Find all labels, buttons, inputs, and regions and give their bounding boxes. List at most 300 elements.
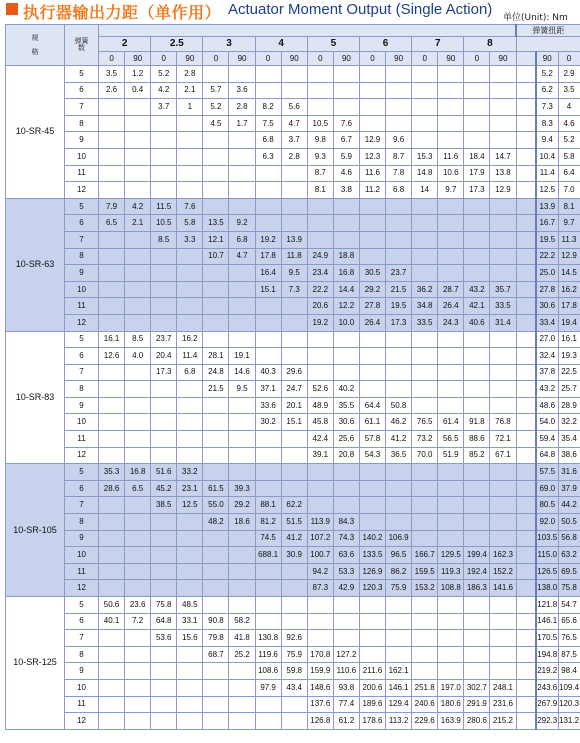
torque-cell [177, 563, 203, 580]
torque-cell [203, 314, 229, 331]
torque-cell [177, 663, 203, 680]
torque-cell: 215.2 [490, 713, 516, 730]
torque-cell [412, 99, 438, 116]
torque-cell: 12.6 [99, 348, 125, 365]
header-row-top [6, 25, 580, 37]
springs-cell: 7 [65, 630, 99, 647]
torque-cell: 3.7 [151, 99, 177, 116]
spring-torque-end-cell: 4.6 [558, 115, 580, 132]
torque-cell [438, 530, 464, 547]
torque-cell: 76.8 [490, 414, 516, 431]
torque-cell: 15.3 [412, 148, 438, 165]
torque-cell: 13.5 [203, 215, 229, 232]
torque-cell: 119.6 [255, 646, 281, 663]
pressure-header: 3 [203, 37, 255, 52]
torque-cell [229, 414, 255, 431]
spring-blank-cell [516, 464, 536, 481]
torque-cell: 28.7 [438, 281, 464, 298]
table-row [6, 464, 580, 481]
torque-cell [490, 646, 516, 663]
torque-cell [151, 265, 177, 282]
torque-cell [386, 348, 412, 365]
springs-cell: 8 [65, 514, 99, 531]
torque-cell [412, 231, 438, 248]
torque-cell: 61.1 [359, 414, 385, 431]
torque-cell: 189.6 [359, 696, 385, 713]
spring-torque-end-cell: 2.9 [558, 66, 580, 83]
torque-cell: 7.6 [333, 115, 359, 132]
torque-cell [359, 348, 385, 365]
torque-cell [464, 198, 490, 215]
spring-torque-start-cell: 194.8 [536, 646, 558, 663]
table-row [6, 248, 580, 265]
spring-blank-cell [516, 630, 536, 647]
torque-cell: 53.3 [333, 563, 359, 580]
torque-cell: 81.2 [255, 514, 281, 531]
torque-cell [203, 148, 229, 165]
spring-torque-end-cell: 19.3 [558, 348, 580, 365]
spring-torque-end-cell: 5.8 [558, 148, 580, 165]
torque-cell: 4.2 [151, 82, 177, 99]
spring-blank-cell [516, 613, 536, 630]
torque-cell [359, 364, 385, 381]
springs-cell: 6 [65, 215, 99, 232]
torque-cell: 64.8 [151, 613, 177, 630]
torque-cell: 25.2 [229, 646, 255, 663]
torque-cell [412, 331, 438, 348]
torque-cell: 3.5 [99, 66, 125, 83]
torque-cell [464, 497, 490, 514]
torque-cell [203, 530, 229, 547]
spring-blank-cell [516, 679, 536, 696]
spring-torque-start-cell: 33.4 [536, 314, 558, 331]
torque-cell [333, 348, 359, 365]
torque-cell [412, 115, 438, 132]
torque-cell: 88.1 [255, 497, 281, 514]
torque-cell [386, 630, 412, 647]
torque-cell [255, 198, 281, 215]
torque-cell [203, 547, 229, 564]
torque-cell [229, 679, 255, 696]
title-bullet-icon [6, 3, 18, 15]
springs-cell: 9 [65, 663, 99, 680]
torque-cell: 231.6 [490, 696, 516, 713]
torque-cell: 9.5 [281, 265, 307, 282]
torque-cell [125, 231, 151, 248]
torque-cell [412, 530, 438, 547]
torque-cell: 30.6 [333, 414, 359, 431]
spring-blank-cell [516, 115, 536, 132]
torque-cell [438, 66, 464, 83]
torque-cell [229, 132, 255, 149]
springs-cell: 8 [65, 248, 99, 265]
springs-cell: 6 [65, 480, 99, 497]
torque-cell [177, 414, 203, 431]
torque-cell: 13.8 [490, 165, 516, 182]
moment-output-table [5, 24, 580, 730]
torque-cell [438, 497, 464, 514]
torque-cell: 2.8 [177, 66, 203, 83]
table-row [6, 364, 580, 381]
torque-cell [438, 364, 464, 381]
spring-torque-end-cell: 22.5 [558, 364, 580, 381]
table-row [6, 646, 580, 663]
torque-cell: 24.7 [281, 381, 307, 398]
torque-cell [281, 580, 307, 597]
torque-cell [412, 381, 438, 398]
torque-cell: 35.7 [490, 281, 516, 298]
torque-cell: 127.2 [333, 646, 359, 663]
torque-cell: 130.8 [255, 630, 281, 647]
torque-cell [99, 165, 125, 182]
torque-cell: 28.1 [203, 348, 229, 365]
torque-cell: 26.4 [359, 314, 385, 331]
spring-blank-cell [516, 314, 536, 331]
torque-cell [359, 231, 385, 248]
torque-cell: 9.7 [438, 182, 464, 199]
springs-cell: 10 [65, 281, 99, 298]
torque-cell [438, 99, 464, 116]
spring-blank-cell [516, 331, 536, 348]
spring-torque-start-cell: 19.5 [536, 231, 558, 248]
torque-cell [255, 215, 281, 232]
torque-cell [333, 215, 359, 232]
torque-cell: 9.2 [229, 215, 255, 232]
torque-cell [99, 364, 125, 381]
torque-cell: 48.9 [307, 397, 333, 414]
torque-cell [359, 514, 385, 531]
torque-cell [255, 713, 281, 730]
torque-cell: 54.3 [359, 447, 385, 464]
torque-cell: 19.2 [307, 314, 333, 331]
torque-cell [229, 298, 255, 315]
torque-cell [307, 231, 333, 248]
torque-cell [125, 397, 151, 414]
torque-cell [307, 497, 333, 514]
torque-cell [281, 713, 307, 730]
torque-cell [464, 331, 490, 348]
spring-torque-start-cell: 22.2 [536, 248, 558, 265]
torque-cell: 26.4 [438, 298, 464, 315]
torque-cell: 7.8 [386, 165, 412, 182]
torque-cell: 229.6 [412, 713, 438, 730]
torque-cell [177, 646, 203, 663]
torque-cell: 87.3 [307, 580, 333, 597]
torque-cell [255, 298, 281, 315]
torque-cell [125, 497, 151, 514]
spring-torque-end-cell: 32.2 [558, 414, 580, 431]
torque-cell [229, 198, 255, 215]
torque-cell [99, 148, 125, 165]
torque-cell [203, 198, 229, 215]
torque-cell: 55.0 [203, 497, 229, 514]
torque-cell: 11.8 [281, 248, 307, 265]
springs-cell: 5 [65, 198, 99, 215]
torque-cell [386, 480, 412, 497]
torque-cell [151, 563, 177, 580]
torque-cell: 43.4 [281, 679, 307, 696]
torque-cell: 75.9 [386, 580, 412, 597]
torque-cell: 10.7 [203, 248, 229, 265]
torque-cell: 35.5 [333, 397, 359, 414]
spring-blank-cell [516, 547, 536, 564]
torque-cell: 7.5 [255, 115, 281, 132]
torque-cell [151, 431, 177, 448]
spring-torque-end-cell: 17.8 [558, 298, 580, 315]
spring-torque-end-cell: 8.1 [558, 198, 580, 215]
torque-cell [412, 82, 438, 99]
torque-cell [490, 514, 516, 531]
torque-cell: 15.1 [281, 414, 307, 431]
torque-cell [464, 397, 490, 414]
spring-torque-start-cell: 103.5 [536, 530, 558, 547]
torque-cell [125, 679, 151, 696]
torque-cell [151, 165, 177, 182]
springs-cell: 11 [65, 298, 99, 315]
torque-cell [125, 580, 151, 597]
torque-cell [333, 99, 359, 116]
model-cell: 10-SR-125 [6, 597, 65, 730]
torque-cell [464, 115, 490, 132]
torque-cell: 70.0 [412, 447, 438, 464]
torque-cell: 39.3 [229, 480, 255, 497]
springs-cell: 7 [65, 364, 99, 381]
torque-cell: 23.4 [307, 265, 333, 282]
torque-cell: 4.7 [229, 248, 255, 265]
torque-cell: 43.2 [464, 281, 490, 298]
spring-blank-cell [516, 99, 536, 116]
torque-cell: 50.6 [99, 597, 125, 614]
spring-blank-cell [516, 66, 536, 83]
spring-torque-end-cell: 11.3 [558, 231, 580, 248]
torque-cell: 4.0 [125, 348, 151, 365]
spring-torque-end-cell: 5.2 [558, 132, 580, 149]
torque-cell [99, 713, 125, 730]
torque-cell [255, 447, 281, 464]
torque-cell [333, 630, 359, 647]
torque-cell: 20.4 [151, 348, 177, 365]
torque-cell [99, 132, 125, 149]
angle-end-header: 90 [281, 52, 307, 66]
torque-cell: 58.2 [229, 613, 255, 630]
torque-cell [177, 281, 203, 298]
springs-cell: 11 [65, 431, 99, 448]
torque-cell [412, 66, 438, 83]
table-row [6, 663, 580, 680]
table-row [6, 298, 580, 315]
torque-cell [438, 646, 464, 663]
torque-cell [464, 646, 490, 663]
spring-torque-end-cell: 54.7 [558, 597, 580, 614]
torque-cell [255, 82, 281, 99]
torque-cell [386, 364, 412, 381]
torque-cell: 90.8 [203, 613, 229, 630]
spring-torque-start-cell: 27.8 [536, 281, 558, 298]
torque-cell: 36.5 [386, 447, 412, 464]
torque-cell: 20.8 [333, 447, 359, 464]
torque-cell: 19.1 [229, 348, 255, 365]
torque-cell: 35.3 [99, 464, 125, 481]
spring-torque-start-cell: 170.5 [536, 630, 558, 647]
torque-cell [177, 265, 203, 282]
table-row [6, 547, 580, 564]
torque-cell: 126.9 [359, 563, 385, 580]
spring-torque-end-cell: 25.7 [558, 381, 580, 398]
spring-torque-end-cell: 98.4 [558, 663, 580, 680]
torque-cell [203, 713, 229, 730]
torque-cell [490, 663, 516, 680]
table-row [6, 281, 580, 298]
torque-cell: 8.2 [255, 99, 281, 116]
torque-cell [464, 514, 490, 531]
spring-blank-cell [516, 563, 536, 580]
torque-cell [99, 381, 125, 398]
torque-cell: 6.3 [255, 148, 281, 165]
torque-cell: 16.1 [99, 331, 125, 348]
torque-cell [203, 66, 229, 83]
angle-end-header: 90 [125, 52, 151, 66]
torque-cell [490, 82, 516, 99]
spring-blank-cell [516, 198, 536, 215]
torque-cell: 74.5 [255, 530, 281, 547]
torque-cell [151, 696, 177, 713]
torque-cell: 3.6 [229, 82, 255, 99]
springs-cell: 8 [65, 646, 99, 663]
torque-cell: 45.2 [151, 480, 177, 497]
torque-cell [99, 248, 125, 265]
torque-cell [490, 115, 516, 132]
torque-cell [359, 381, 385, 398]
table-row [6, 381, 580, 398]
spring-blank-cell [516, 132, 536, 149]
torque-cell [386, 331, 412, 348]
spring-torque-start-cell: 13.9 [536, 198, 558, 215]
torque-cell [386, 231, 412, 248]
torque-cell: 52.6 [307, 381, 333, 398]
torque-cell [490, 215, 516, 232]
torque-cell [307, 82, 333, 99]
torque-cell [177, 713, 203, 730]
torque-cell [412, 265, 438, 282]
spring-torque-start-cell: 37.8 [536, 364, 558, 381]
torque-cell [464, 381, 490, 398]
torque-cell [203, 331, 229, 348]
torque-cell [412, 646, 438, 663]
torque-cell [99, 663, 125, 680]
table-row [6, 99, 580, 116]
torque-cell [412, 132, 438, 149]
torque-cell [229, 696, 255, 713]
spring-torque-start-cell: 9.4 [536, 132, 558, 149]
springs-cell: 10 [65, 148, 99, 165]
torque-cell [255, 613, 281, 630]
torque-cell: 97.9 [255, 679, 281, 696]
torque-cell [281, 464, 307, 481]
spring-blank-cell [516, 298, 536, 315]
spring-torque-start-cell: 30.6 [536, 298, 558, 315]
spring-torque-end-cell: 16.1 [558, 331, 580, 348]
torque-cell [99, 679, 125, 696]
torque-cell: 64.4 [359, 397, 385, 414]
torque-cell [438, 514, 464, 531]
torque-cell [359, 215, 385, 232]
springs-cell: 12 [65, 580, 99, 597]
torque-cell [333, 231, 359, 248]
torque-cell: 19.5 [386, 298, 412, 315]
torque-cell: 72.1 [490, 431, 516, 448]
torque-cell [464, 82, 490, 99]
torque-cell: 18.8 [333, 248, 359, 265]
spring-torque-start-cell: 12.5 [536, 182, 558, 199]
table-row [6, 563, 580, 580]
torque-cell [386, 115, 412, 132]
torque-cell [464, 364, 490, 381]
torque-cell: 61.4 [438, 414, 464, 431]
torque-cell [490, 497, 516, 514]
torque-cell [490, 231, 516, 248]
torque-cell [438, 480, 464, 497]
torque-cell: 51.6 [151, 464, 177, 481]
torque-cell [99, 115, 125, 132]
torque-cell [307, 630, 333, 647]
torque-cell: 8.7 [386, 148, 412, 165]
table-row [6, 231, 580, 248]
torque-cell [255, 464, 281, 481]
torque-cell [333, 198, 359, 215]
torque-cell [281, 447, 307, 464]
torque-cell [177, 696, 203, 713]
torque-cell [229, 148, 255, 165]
spring-torque-start-cell: 80.5 [536, 497, 558, 514]
torque-cell: 2.1 [177, 82, 203, 99]
torque-cell: 61.5 [203, 480, 229, 497]
spring-angle-end-header: 0 [558, 52, 580, 66]
torque-cell [229, 182, 255, 199]
spring-torque-start-cell: 57.5 [536, 464, 558, 481]
torque-cell [490, 99, 516, 116]
torque-cell: 126.8 [307, 713, 333, 730]
spring-torque-start-cell: 292.3 [536, 713, 558, 730]
torque-cell [151, 132, 177, 149]
torque-cell [177, 530, 203, 547]
torque-cell: 2.6 [99, 82, 125, 99]
spring-torque-start-cell: 267.9 [536, 696, 558, 713]
torque-cell [203, 132, 229, 149]
torque-cell [177, 397, 203, 414]
springs-cell: 5 [65, 464, 99, 481]
torque-cell [99, 314, 125, 331]
torque-cell: 53.6 [151, 630, 177, 647]
torque-cell: 33.6 [255, 397, 281, 414]
spring-torque-end-cell: 50.5 [558, 514, 580, 531]
torque-cell [255, 480, 281, 497]
torque-cell [99, 298, 125, 315]
torque-cell: 88.6 [464, 431, 490, 448]
spring-blank-cell [516, 414, 536, 431]
torque-cell [333, 66, 359, 83]
torque-cell: 42.9 [333, 580, 359, 597]
springs-cell: 6 [65, 348, 99, 365]
torque-cell: 7.2 [125, 613, 151, 630]
spring-torque-start-cell: 243.6 [536, 679, 558, 696]
torque-cell [386, 464, 412, 481]
torque-cell: 94.2 [307, 563, 333, 580]
springs-cell: 11 [65, 563, 99, 580]
torque-cell [177, 248, 203, 265]
torque-cell: 61.2 [333, 713, 359, 730]
spring-blank-cell [516, 348, 536, 365]
torque-cell [125, 298, 151, 315]
